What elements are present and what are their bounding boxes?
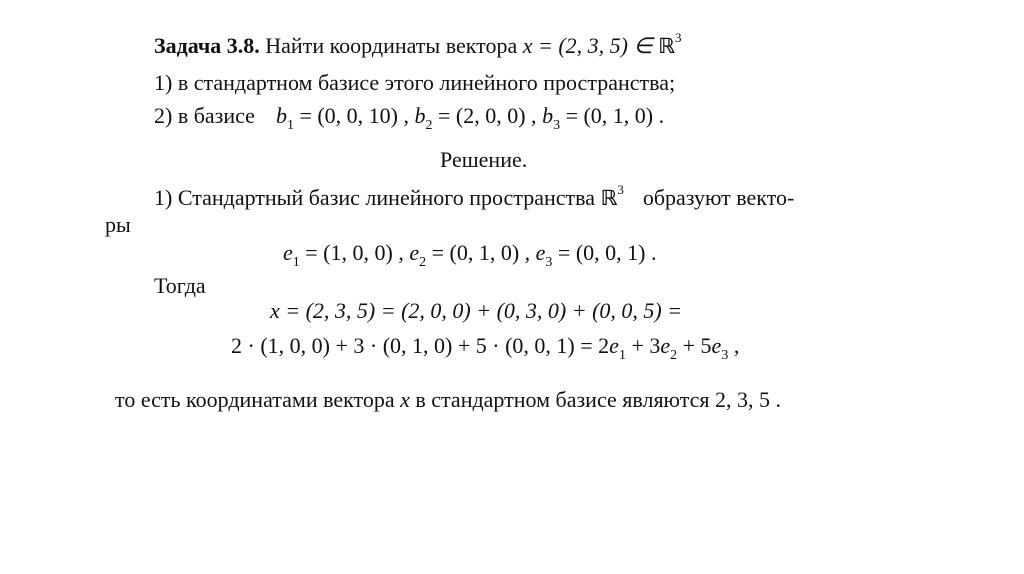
basis-e3-index: 3 <box>545 255 553 270</box>
equation-e3-index: 3 <box>721 348 729 363</box>
solution-paragraph-1 <box>154 182 795 214</box>
conclusion-end: в стандартном базисе являются 2, 3, 5 . <box>415 387 781 412</box>
basis-e1: e <box>283 240 293 265</box>
equation-e2: e <box>660 333 671 358</box>
equation-plus-5: + 5 <box>682 333 712 358</box>
real-numbers-symbol: ℝ <box>658 34 675 58</box>
basis-b1-value: = (0, 0, 10) , <box>299 103 409 128</box>
conclusion-line <box>115 387 781 413</box>
solution-paragraph-1-continuation: ры <box>105 212 131 237</box>
equation-e3: e <box>711 333 722 358</box>
basis-b1: b <box>275 103 287 128</box>
solution-paragraph-1-start: 1) Стандартный базис линейного пространства <box>154 185 595 210</box>
solution-heading: Решение. <box>440 147 528 172</box>
basis-e3: e <box>535 240 546 265</box>
task-prompt: Найти координаты вектора <box>265 33 518 58</box>
conclusion-start: то есть координатами вектора <box>115 387 395 412</box>
task-item-2-prefix: 2) в базисе <box>154 103 255 128</box>
equation-line-2-main: 2 · (1, 0, 0) + 3 · (0, 1, 0) + 5 · (0, 0, 1) = 2 <box>231 333 610 358</box>
equation-e1-index: 1 <box>618 348 626 363</box>
equation-line-1: x = (2, 3, 5) = (2, 0, 0) + (0, 3, 0) + (0, 0, 5) = <box>270 298 683 323</box>
then-label: Тогда <box>154 273 206 298</box>
basis-b2-value: = (2, 0, 0) , <box>438 103 537 128</box>
equation-e2-index: 2 <box>670 348 678 363</box>
basis-e3-value: = (0, 0, 1) . <box>557 240 657 265</box>
task-label: Задача 3.8. <box>154 33 260 58</box>
equation-line-2 <box>231 333 739 363</box>
basis-b1-index: 1 <box>286 118 294 133</box>
basis-b3-value: = (0, 1, 0) . <box>565 103 665 128</box>
task-title-line <box>154 30 682 62</box>
basis-b2-index: 2 <box>425 118 433 133</box>
basis-e1-value: = (1, 0, 0) , <box>305 240 404 265</box>
task-item-2 <box>154 103 664 133</box>
solution-paragraph-1-end: образуют векто- <box>642 185 795 210</box>
space-exponent-2: 3 <box>617 182 624 197</box>
basis-b3-index: 3 <box>553 118 561 133</box>
basis-b2: b <box>414 103 426 128</box>
space-exponent: 3 <box>674 30 682 45</box>
equation-end-comma: , <box>733 333 740 358</box>
basis-e2-index: 2 <box>419 255 427 270</box>
basis-e1-index: 1 <box>292 255 300 270</box>
task-vector-definition: x = (2, 3, 5) ∈ <box>522 33 653 58</box>
basis-e2: e <box>409 240 420 265</box>
task-item-1: 1) в стандартном базисе этого линейного пространства; <box>154 70 676 95</box>
real-numbers-symbol-2: ℝ <box>600 186 618 210</box>
conclusion-x: x <box>400 387 410 412</box>
standard-basis-vectors <box>283 240 656 270</box>
basis-b3: b <box>542 103 554 128</box>
basis-e2-value: = (0, 1, 0) , <box>431 240 531 265</box>
equation-e1: e <box>609 333 619 358</box>
equation-plus-3: + 3 <box>631 333 661 358</box>
